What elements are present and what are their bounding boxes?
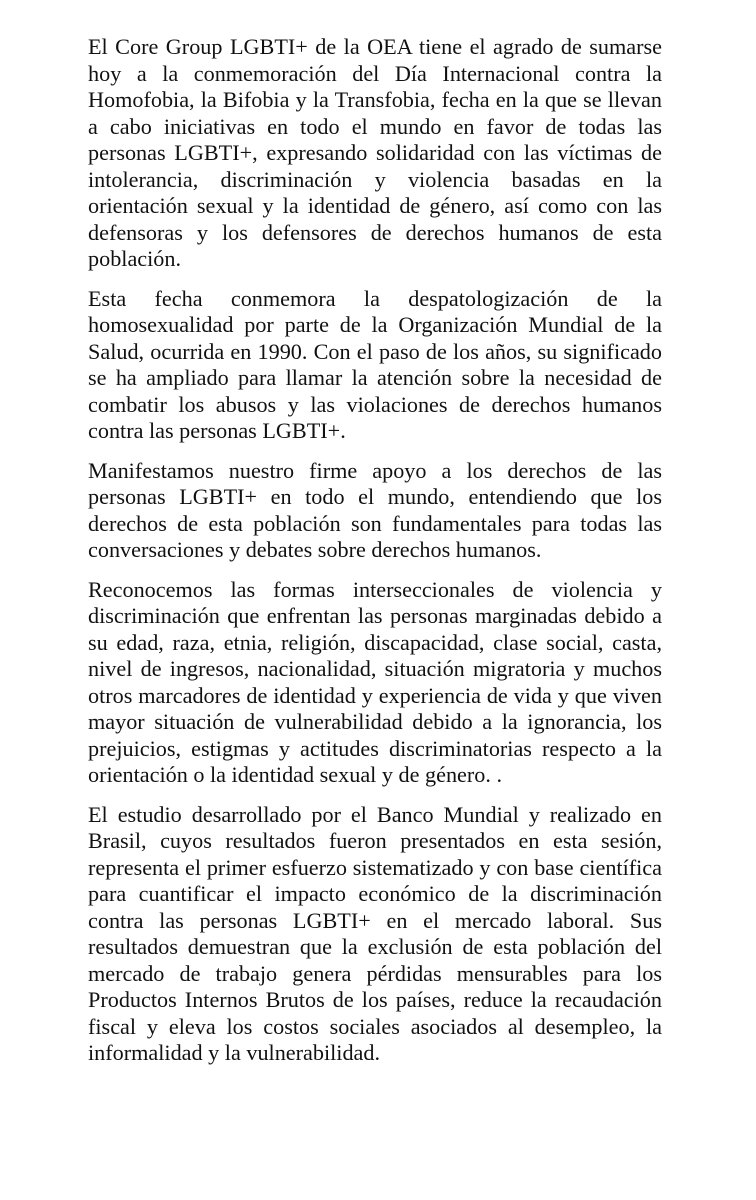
paragraph-interseccional: Reconocemos las formas interseccionales de violencia y discriminación que enfrentan las personas marginadas debido a su edad, raza, etnia, religión, discapacidad, clase social, casta, nivel de ingresos, nacionalidad, situación migratoria y muchos otros marcadores de identidad y experiencia de vida y que viven mayor situación de vulnerabilidad debido a la ignorancia, los prejuicios, estigmas y actitudes discriminatorias respecto a la orientación o la identidad sexual y de género. . (88, 576, 662, 787)
document-body (88, 34, 662, 1080)
paragraph-core-group: El Core Group LGBTI+ de la OEA tiene el agrado de sumarse hoy a la conmemoración del Día Internacional contra la Homofobia, la Bifobia y la Transfobia, fecha en la que se llevan a cabo iniciativas en todo el mundo en favor de todas las personas LGBTI+, expresando solidaridad con las víctimas de intolerancia, discriminación y violencia basadas en la orientación sexual y la identidad de género, así como con las defensoras y los defensores de derechos humanos de esta población. (88, 34, 662, 271)
paragraph-fecha: Esta fecha conmemora la despatologización de la homosexualidad por parte de la Organización Mundial de la Salud, ocurrida en 1990. Con el paso de los años, su significado se ha ampliado para llamar la atención sobre la necesidad de combatir los abusos y las violaciones de derechos humanos contra las personas LGBTI+. (88, 285, 662, 443)
paragraph-estudio: El estudio desarrollado por el Banco Mundial y realizado en Brasil, cuyos resultados fueron presentados en esta sesión, representa el primer esfuerzo sistematizado y con base científica para cuantificar el impacto económico de la discriminación contra las personas LGBTI+ en el mercado laboral. Sus resultados demuestran que la exclusión de esta población del mercado de trabajo genera pérdidas mensurables para los Productos Internos Brutos de los países, reduce la recaudación fiscal y eleva los costos sociales asociados al desempleo, la informalidad y la vulnerabilidad. (88, 801, 662, 1065)
paragraph-apoyo: Manifestamos nuestro firme apoyo a los derechos de las personas LGBTI+ en todo el mundo, entendiendo que los derechos de esta población son fundamentales para todas las conversaciones y debates sobre derechos humanos. (88, 457, 662, 562)
